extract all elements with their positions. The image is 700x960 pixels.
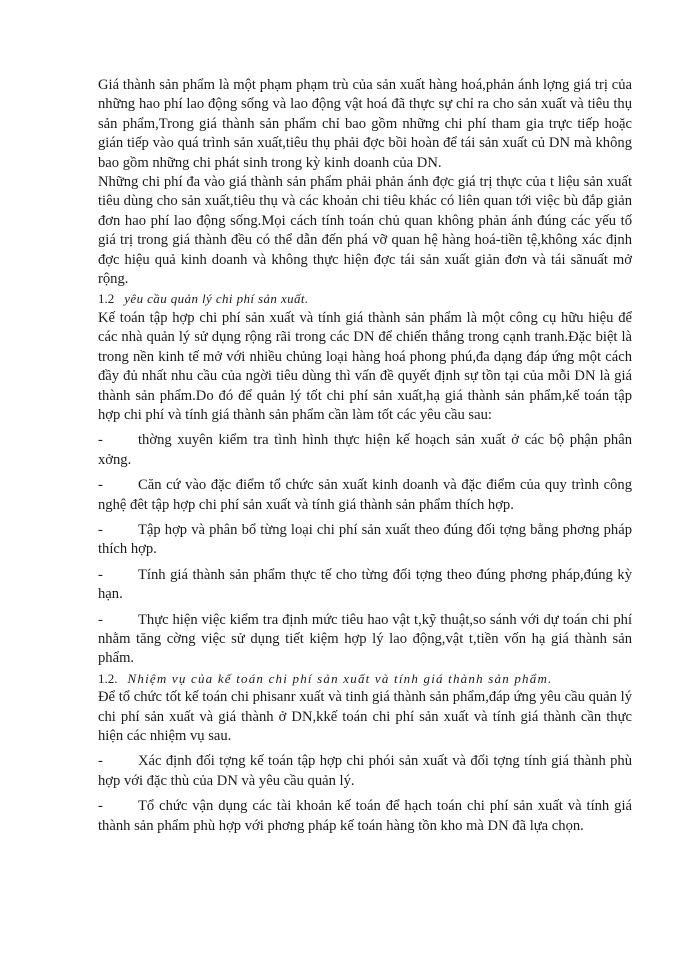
bullet-dash: -	[98, 798, 103, 815]
bullet-dash: -	[98, 566, 103, 583]
list-item: - Tập hợp và phân bổ từng loại chi phí sản xuất theo đúng đối tợng bằng phơng pháp thích hợp.	[98, 521, 632, 558]
list-item: - Căn cứ vào đặc điểm tổ chức sản xuất kinh doanh và đặc điểm của quy trình công nghệ đêt tập hợp chi phí sản xuất và tính giá thành sản phẩm thích hợp.	[98, 477, 632, 513]
bullet-dash: -	[98, 477, 103, 494]
section-number: 1.2	[98, 291, 115, 307]
list-item: - Tổ chức vận dụng các tài khoản kế toán để hạch toán chi phí sản xuất và tính giá thành sản phẩm phù hợp với phơng pháp kế toán hàng tồn kho mà DN đã lựa chọn.	[98, 798, 632, 834]
list-item: - Xác định đối tợng kế toán tập hợp chi phói sản xuất và đối tợng tính giá thành phù hợp với đặc thù của DN và yêu cầu quản lý.	[98, 753, 632, 789]
document-page	[98, 76, 632, 836]
paragraph-cost-reflection: Những chi phí đa vào giá thành sản phẩm phải phản ánh đợc giá trị thực của t liệu sản xuất tiêu dùng cho sản xuất,tiêu thụ và các khoản chi tiêu khác có liên quan tới việc bù đắp giản đơn hao phí lao động sống.Mọi cách tính toán chủ quan không phản ánh đúng các yếu tố giá trị trong giá thành đều có thể dẫn đến phá vỡ quan hệ hàng hoá-tiền tệ,không xác định đợc hiệu quả kinh doanh và không thực hiện đợc tái sản xuất giản đơn và tái sãnuất mở rộng.	[98, 174, 632, 288]
list-item: - Thực hiện việc kiểm tra định mức tiêu hao vật t,kỹ thuật,so sánh với dự toán chi phí nhằm tăng cờng việc sử dụng tiết kiệm hợp lý lao động,vật t,tiền vốn hạ giá thành sản phẩm.	[98, 611, 632, 667]
bullet-dash: -	[98, 753, 103, 770]
bullet-dash: -	[98, 611, 103, 628]
list-item: - thờng xuyên kiểm tra tình hình thực hiện kế hoạch sản xuất ở các bộ phận phân xởng.	[98, 432, 632, 468]
section-number: 1.2.	[98, 670, 118, 686]
bullet-dash: -	[98, 521, 103, 538]
paragraph-requirements-intro: Kế toán tập hợp chi phí sản xuất và tính giá thành sản phẩm là một công cụ hữu hiệu để các nhà quản lý sử dụng rộng rãi trong các DN để chiến thắng trong cạnh tranh.Đặc biệt là trong nền kinh tế mở với nhiều chủng loại hàng hoá phong phú,đa dạng đáp ứng một cách đầy đủ nhất nhu cầu của ngời tiêu dùng thì vấn đề quyết định sự tồn tại của mỗi DN là giá thành sản phẩm.Do đó để quản lý tốt chi phí sản xuất,hạ giá thành sản phẩm,kế toán tập hợp chi phí và tính giá thành sản phẩm cần làm tốt các yêu cầu sau:	[98, 309, 632, 423]
bullet-dash: -	[98, 432, 103, 449]
paragraph-tasks-intro: Để tổ chức tốt kế toán chi phisanr xuất và tinh giá thành sản phẩm,đáp ứng yêu cầu quản lý chi phí sản xuất và giá thành ở DN,kkế toán chi phí sản xuất và tính giá thành cần thực hiện các nhiệm vụ sau.	[98, 689, 632, 744]
paragraph-price-definition: Giá thành sản phẩm là một phạm phạm trù của sản xuất hàng hoá,phản ánh lợng giá trị của những hao phí lao động sống và lao động vật hoá đã thực sự chỉ ra cho sản xuất và tiêu thụ sản phẩm,Trong giá thành sản phẩm chỉ bao gồm những chi phí tham gia trực tiếp hoặc gián tiếp vào quá trình sản xuất,tiêu thụ phải đợc bồi hoàn để tái sản xuất củ DN mà không bao gồm những chi phát sinh trong kỳ kinh doanh của DN.	[98, 77, 632, 171]
section-heading-tasks	[98, 669, 632, 688]
section-title: Nhiệm vụ của kế toán chi phí sản xuất và tính giá thành sản phẩm.	[127, 670, 553, 686]
section-heading-requirements	[98, 289, 632, 308]
list-item: - Tính giá thành sản phẩm thực tế cho từng đối tợng theo đúng phơng pháp,đúng kỳ hạn.	[98, 566, 632, 603]
section-title: yêu cầu quản lý chi phí sản xuất.	[124, 291, 309, 307]
